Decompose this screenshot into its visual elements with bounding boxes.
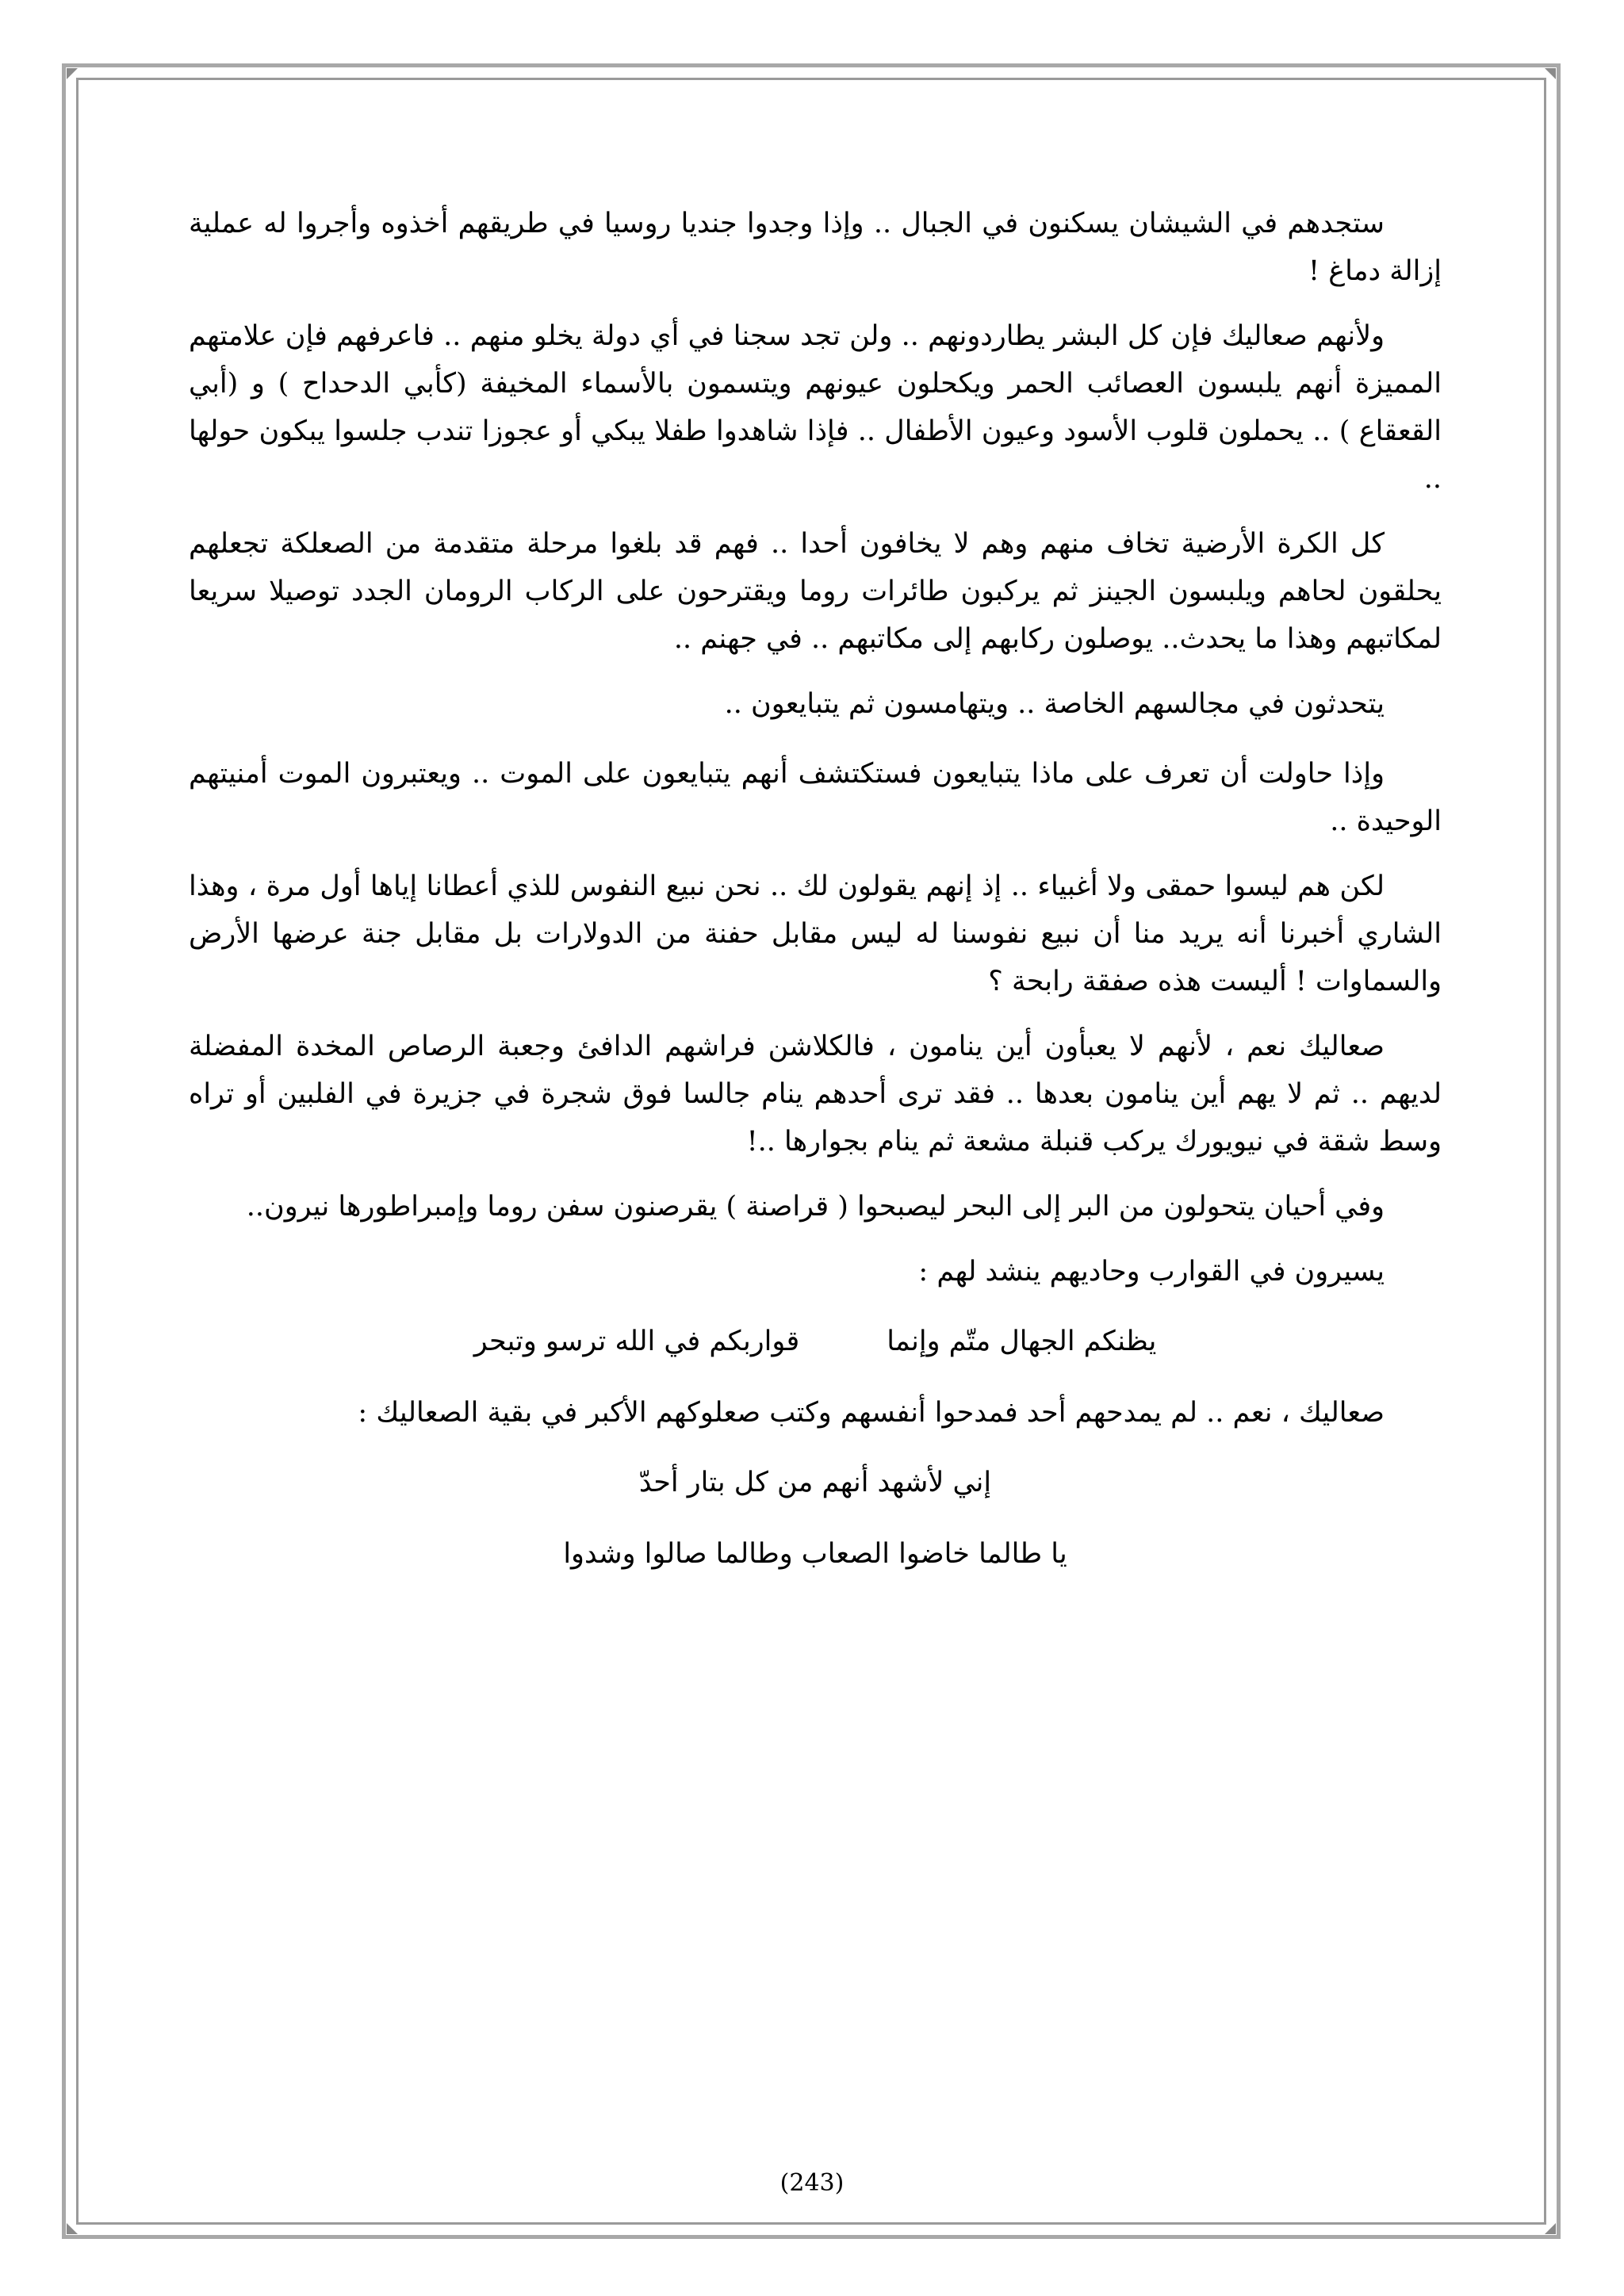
paragraph: صعاليك نعم ، لأنهم لا يعبأون أين ينامون ، فالكلاشن فراشهم الدافئ وجعبة الرصاص المخدة المفضلة لديهم .. ثم لا يهم أين ينامون بعدها .. فقد ترى أحدهم ينام جالسا فوق شجرة في جزيرة في الفلبين أو تراه وسط شقة في نيويورك يركب قنبلة مشعة ثم ينام بجوارها ..! [189, 1031, 1442, 1158]
paragraph: لكن هم ليسوا حمقى ولا أغبياء .. إذ إنهم يقولون لك .. نحن نبيع النفوس للذي أعطانا إياها أول مرة ، وهذا الشاري أخبرنا أنه يريد منا أن نبيع نفوسنا له ليس مقابل حفنة من الدولارات بل مقابل جنة عرضها الأرض والسماوات ! أليست هذه صفقة رابحة ؟ [189, 871, 1442, 997]
corner-ornament-bottom-left [67, 2223, 78, 2234]
corner-ornament-top-left [67, 68, 78, 79]
paragraph: ستجدهم في الشيشان يسكنون في الجبال .. وإذا وجدوا جنديا روسيا في طريقهم أخذوه وأجروا له عملية إزالة دماغ ! [189, 208, 1442, 287]
page-body [189, 200, 1442, 1601]
paragraph: صعاليك ، نعم .. لم يمدحهم أحد فمدحوا أنفسهم وكتب صعلوكهم الأكبر في بقية الصعاليك : [358, 1397, 1385, 1429]
paragraph: وفي أحيان يتحولون من البر إلى البحر ليصبحوا ( قراصنة ) يقرصنون سفن روما وإمبراطورها نيرون.. [246, 1191, 1385, 1223]
paragraph: ولأنهم صعاليك فإن كل البشر يطاردونهم .. ولن تجد سجنا في أي دولة يخلو منهم .. فاعرفهم فإن علامتهم المميزة أنهم يلبسون العصائب الحمر ويكحلون عيونهم ويتسمون بالأسماء المخيفة (كأبي الدحداح ) و (أبي القعقاع ) .. يحملون قلوب الأسود وعيون الأطفال .. فإذا شاهدوا طفلا يبكي أو عجوزا تندب جلسوا يبكون حولها .. [189, 320, 1442, 495]
paragraph: وإذا حاولت أن تعرف على ماذا يتبايعون فستكتشف أنهم يتبايعون على الموت .. ويعتبرون الموت أمنيتهم الوحيدة .. [189, 758, 1442, 837]
page-number: (243) [779, 2169, 845, 2197]
paragraph: يتحدثون في مجالسهم الخاصة .. ويتهامسون ثم يتبايعون .. [724, 688, 1385, 720]
verse-second-hemistich: قواربكم في الله ترسو وتبحر [473, 1326, 800, 1357]
poem-line: إني لأشهد أنهم من كل بتار أحدّ [638, 1467, 992, 1498]
poem-verse [189, 1318, 1442, 1365]
corner-ornament-bottom-right [1545, 2223, 1556, 2234]
verse-first-hemistich: يظنكم الجهال متّم وإنما [887, 1326, 1157, 1357]
paragraph: كل الكرة الأرضية تخاف منهم وهم لا يخافون أحدا .. فهم قد بلغوا مرحلة متقدمة من الصعلكة تجعلهم يحلقون لحاهم ويلبسون الجينز ثم يركبون طائرات روما ويقترحون على الركاب الرومان الجدد توصيلا سريعا لمكاتبهم وهذا ما يحدث.. يوصلون ركابهم إلى مكاتبهم .. في جهنم .. [189, 528, 1442, 655]
poem-line: يا طالما خاضوا الصعاب وطالما صالوا وشدوا [563, 1538, 1067, 1570]
paragraph: يسيرون في القوارب وحاديهم ينشد لهم : [918, 1256, 1385, 1288]
corner-ornament-top-right [1545, 68, 1556, 79]
